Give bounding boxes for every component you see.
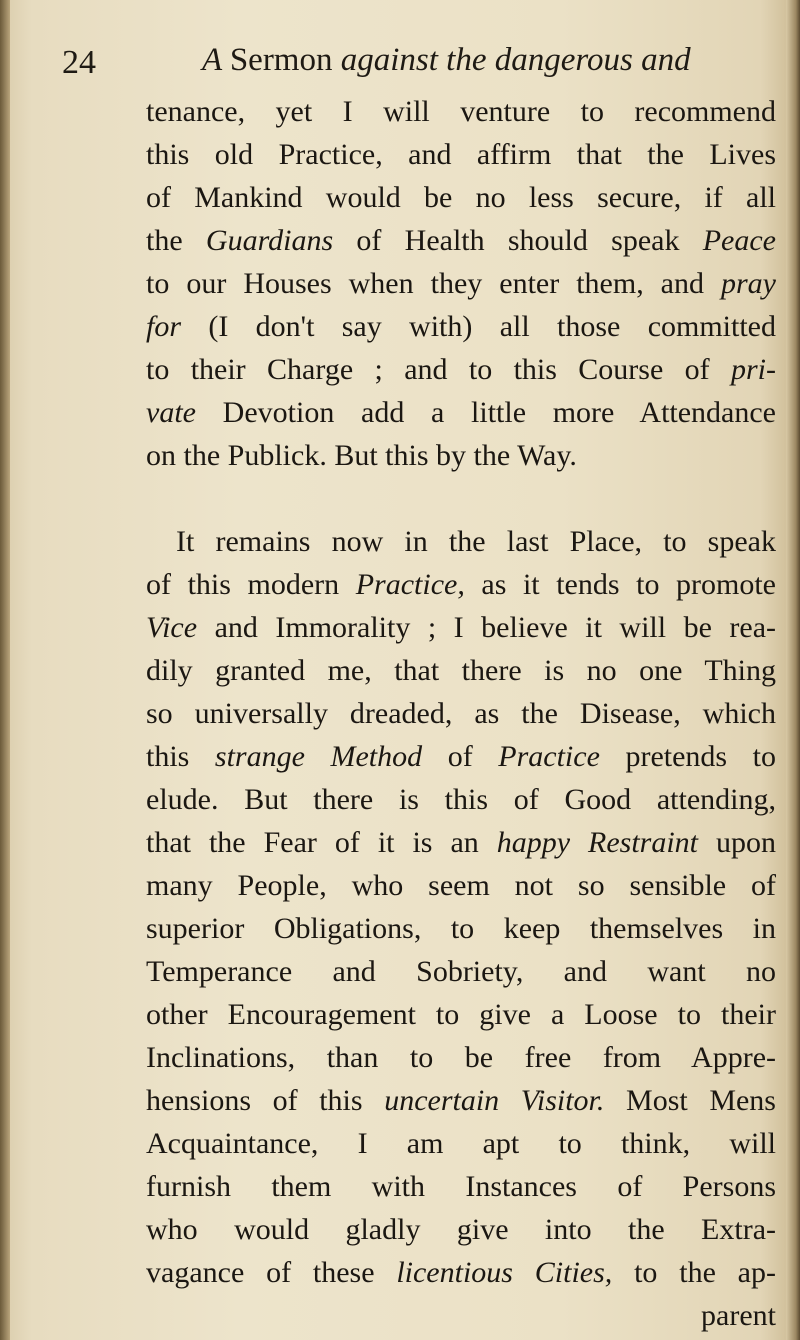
text-line: superior Obligations, to keep themselves in [146,912,776,945]
text-line: elude. But there is this of Good attending, [146,783,776,816]
page-fore-edge [786,0,800,1340]
text-line: for (I don't say with) all those committed [146,310,776,343]
text-line: Inclinations, than to be free from Appre- [146,1041,776,1074]
text-line: of this modern Practice, as it tends to promote [146,568,776,601]
text-line: the Guardians of Health should speak Peace [146,224,776,257]
page-gutter-shadow [0,0,10,1340]
text-line: that the Fear of it is an happy Restraint upon [146,826,777,859]
text-line: so universally dreaded, as the Disease, which [146,697,776,730]
text-line: tenance, yet I will venture to recommend [146,95,776,128]
running-head: A Sermon against the dangerous and [202,42,691,78]
text-line: Temperance and Sobriety, and want no [146,955,776,988]
text-line: who would gladly give into the Extra- [146,1213,776,1246]
catchword: parent [701,1299,776,1332]
text-line: It remains now in the last Place, to speak [176,525,776,558]
text-line: to their Charge ; and to this Course of pri- [146,353,776,386]
text-line: on the Publick. But this by the Way. [146,439,577,472]
text-line: many People, who seem not so sensible of [146,869,776,902]
text-line: Vice and Immorality ; I believe it will be rea- [146,611,776,644]
text-line: Acquaintance, I am apt to think, will [146,1127,776,1160]
text-line: vate Devotion add a little more Attendance [146,396,776,429]
text-line: other Encouragement to give a Loose to their [146,998,776,1031]
page-header [62,40,752,88]
text-line: this strange Method of Practice pretends to [146,740,777,773]
text-line: vagance of these licentious Cities, to the ap- [146,1256,776,1289]
text-line: this old Practice, and affirm that the Lives [146,138,776,171]
text-line: of Mankind would be no less secure, if all [146,181,776,214]
text-line: dily granted me, that there is no one Thing [146,654,776,687]
text-line: furnish them with Instances of Persons [146,1170,776,1203]
text-line: to our Houses when they enter them, and pray [146,267,776,300]
page-number: 24 [62,44,96,81]
text-line: hensions of this uncertain Visitor. Most Mens [146,1084,776,1117]
